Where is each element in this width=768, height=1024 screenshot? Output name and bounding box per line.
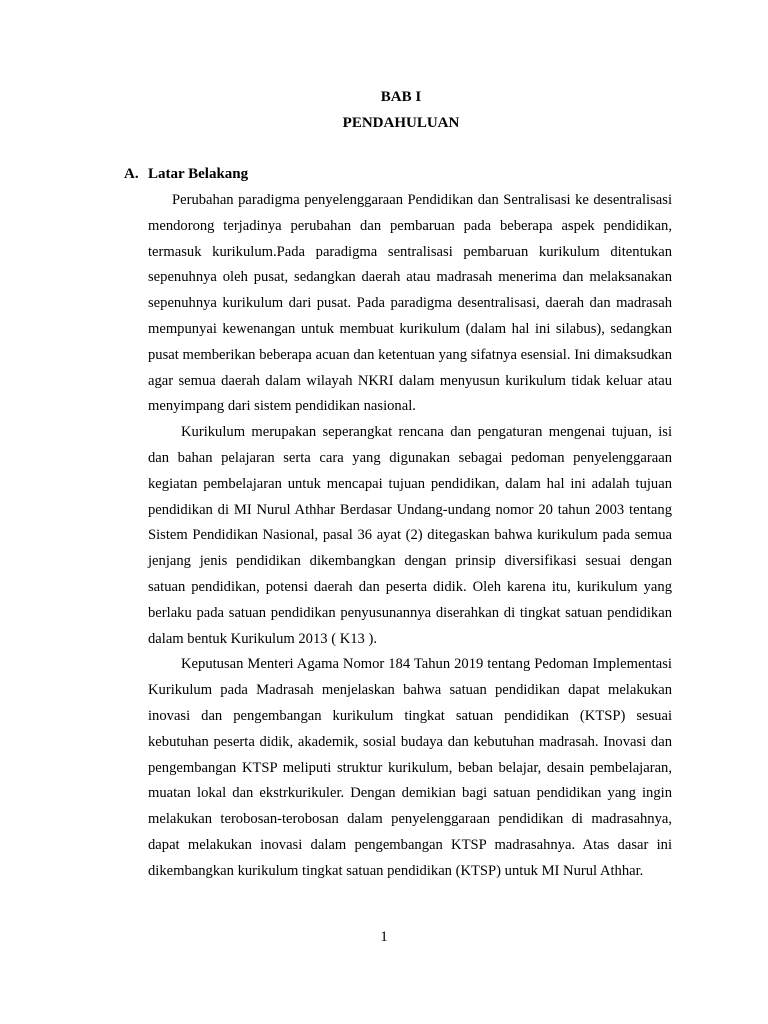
section-letter: A. xyxy=(124,166,139,182)
paragraph-1: Perubahan paradigma penyelenggaraan Pendidikan dan Sentralisasi ke desentralisasi mendorong terjadinya perubahan dan pembaruan pada beberapa aspek pendidikan, termasuk kurikulum.Pada paradigma sentralisasi pembaruan kurikulum ditentukan sepenuhnya oleh pusat, sedangkan daerah atau madrasah menerima dan melaksanakan sepenuhnya kurikulum dari pusat. Pada paradigma desentralisasi, daerah dan madrasah mempunyai kewenangan untuk membuat kurikulum (dalam hal ini silabus), sedangkan pusat memberikan beberapa acuan dan ketentuan yang sifatnya esensial. Ini dimaksudkan agar semua daerah dalam wilayah NKRI dalam menyusun kurikulum tidak keluar atau menyimpang dari sistem pendidikan nasional. xyxy=(148,192,672,415)
body-text xyxy=(148,188,672,885)
chapter-number: BAB I xyxy=(380,89,422,105)
page-number: 1 xyxy=(380,929,388,945)
section-title: Latar Belakang xyxy=(148,166,249,182)
paragraph-3: Keputusan Menteri Agama Nomor 184 Tahun 2019 tentang Pedoman Implementasi Kurikulum pada Madrasah menjelaskan bahwa satuan pendidikan dapat melakukan inovasi dan pengembangan kurikulum tingkat satuan pendidikan (KTSP) sesuai kebutuhan peserta didik, akademik, sosial budaya dan kebutuhan madrasah. Inovasi dan pengembangan KTSP meliputi struktur kurikulum, beban belajar, desain pembelajaran, muatan lokal dan ekstrkurikuler. Dengan demikian bagi satuan pendidikan yang ingin melakukan terobosan-terobosan dalam penyelenggaraan pendidikan di madrasahnya, dapat melakukan inovasi dalam pengembangan KTSP madrasahnya. Atas dasar ini dikembangkan kurikulum tingkat satuan pendidikan (KTSP) untuk MI Nurul Athhar. xyxy=(148,656,672,879)
paragraph-2: Kurikulum merupakan seperangkat rencana dan pengaturan mengenai tujuan, isi dan bahan pelajaran serta cara yang digunakan sebagai pedoman penyelenggaraan kegiatan pembelajaran untuk mencapai tujuan pendidikan, dalam hal ini adalah tujuan pendidikan di MI Nurul Athhar Berdasar Undang-undang nomor 20 tahun 2003 tentang Sistem Pendidikan Nasional, pasal 36 ayat (2) ditegaskan bahwa kurikulum pada semua jenjang jenis pendidikan dikembangkan dengan prinsip diversifikasi sesuai dengan satuan pendidikan, potensi daerah dan peserta didik. Oleh karena itu, kurikulum yang berlaku pada satuan pendidikan penyusunannya diserahkan di tingkat satuan pendidikan dalam bentuk Kurikulum 2013 ( K13 ). xyxy=(148,424,672,647)
section-heading xyxy=(124,166,248,183)
chapter-title: PENDAHULUAN xyxy=(342,115,460,131)
